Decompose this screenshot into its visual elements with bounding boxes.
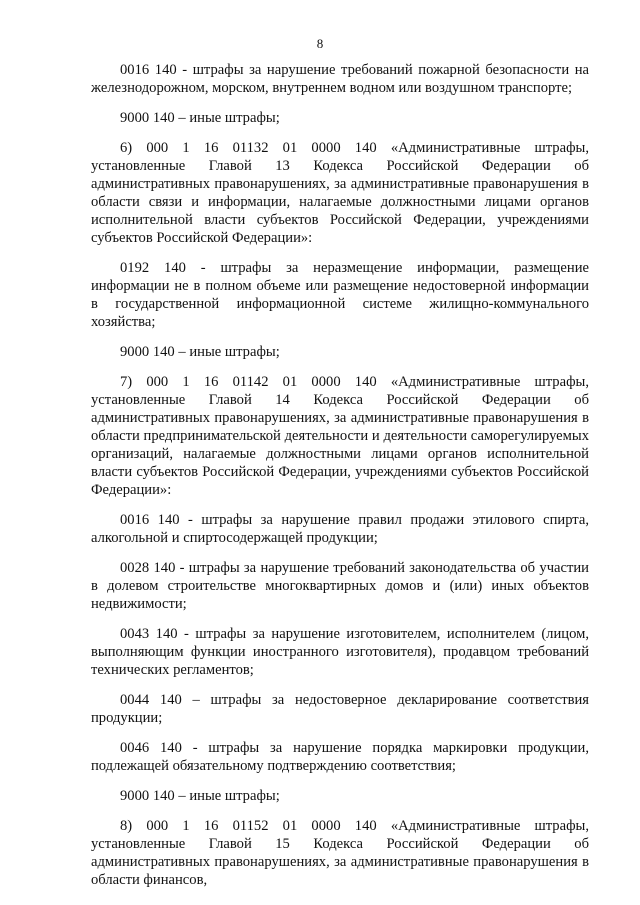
paragraph: 7) 000 1 16 01142 01 0000 140 «Административные штрафы, установленные Главой 14 Кодекса Российской Федерации об административных правонарушениях, за административные правонарушения в области предпринимательской деятельности и деятельности саморегулируемых организаций, налагаемые должностными лицами органов исполнительной власти субъектов Российской Федерации, учреждениями субъектов Российской Федерации»: xyxy=(91,374,589,498)
paragraph: 0046 140 - штрафы за нарушение порядка маркировки продукции, подлежащей обязательному подтверждению соответствия; xyxy=(91,740,589,774)
document-body xyxy=(91,61,589,901)
paragraph: 0016 140 - штрафы за нарушение правил продажи этилового спирта, алкогольной и спиртосодержащей продукции; xyxy=(91,512,589,546)
paragraph: 0016 140 - штрафы за нарушение требований пожарной безопасности на железнодорожном, морском, внутреннем водном или воздушном транспорте; xyxy=(91,62,589,96)
paragraph: 6) 000 1 16 01132 01 0000 140 «Административные штрафы, установленные Главой 13 Кодекса Российской Федерации об административных правонарушениях, за административные правонарушения в области связи и информации, налагаемые должностными лицами органов исполнительной власти субъектов Российской Федерации, учреждениями субъектов Российской Федерации»: xyxy=(91,140,589,246)
paragraph: 9000 140 – иные штрафы; xyxy=(120,344,280,360)
paragraph: 9000 140 – иные штрафы; xyxy=(120,110,280,126)
paragraph: 0044 140 – штрафы за недостоверное декларирование соответствия продукции; xyxy=(91,692,589,726)
paragraph: 0043 140 - штрафы за нарушение изготовителем, исполнителем (лицом, выполняющим функции иностранного изготовителя), продавцом требований технических регламентов; xyxy=(91,626,589,678)
page-number: 8 xyxy=(316,36,324,51)
paragraph: 0192 140 - штрафы за неразмещение информации, размещение информации не в полном объеме или размещение недостоверной информации в государственной информационной системе жилищно-коммунального хозяйства; xyxy=(91,260,589,330)
paragraph: 8) 000 1 16 01152 01 0000 140 «Административные штрафы, установленные Главой 15 Кодекса Российской Федерации об административных правонарушениях, за административные правонарушения в области финансов, xyxy=(91,818,589,888)
paragraph: 0028 140 - штрафы за нарушение требований законодательства об участии в долевом строительстве многоквартирных домов и (или) иных объектов недвижимости; xyxy=(91,560,589,612)
paragraph: 9000 140 – иные штрафы; xyxy=(120,788,280,804)
